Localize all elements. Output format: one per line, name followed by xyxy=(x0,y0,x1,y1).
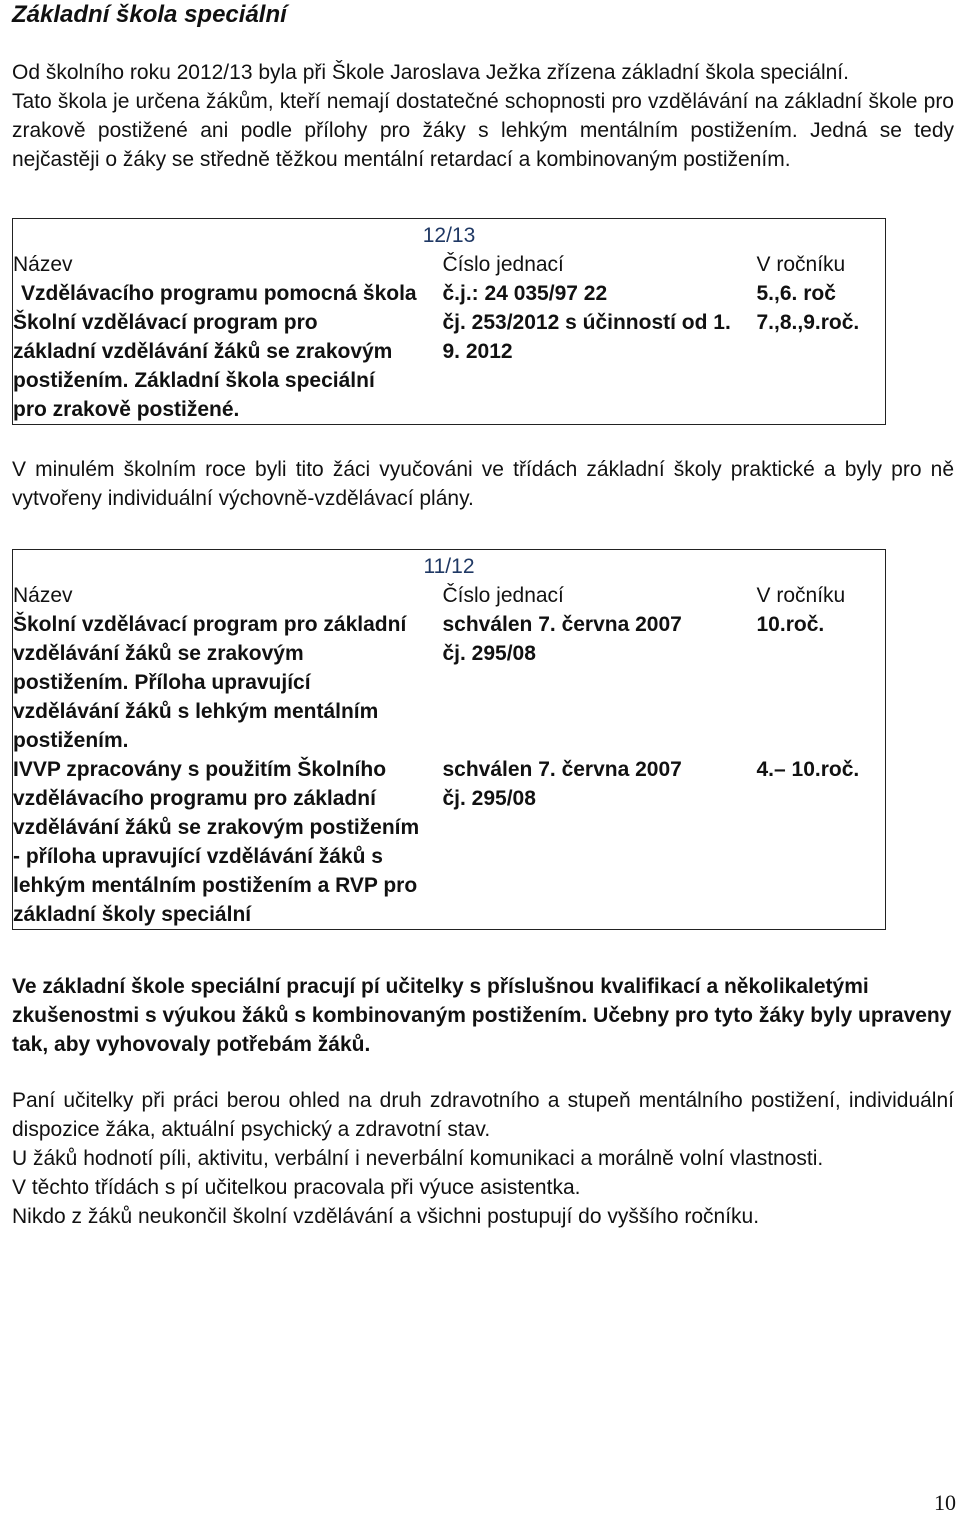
header-ref: Číslo jednací xyxy=(442,253,564,276)
closing-paragraph-2: U žáků hodnotí píli, aktivitu, verbální i neverbální komunikaci a morálně volní vlastnosti. xyxy=(12,1147,824,1170)
header-ref: Číslo jednací xyxy=(442,584,564,607)
closing-block xyxy=(12,1086,954,1231)
row-name: Školní vzdělávací program pro základní vzdělávání žáků se zrakovým postižením. Příloha upravující vzdělávání žáků s lehkým mentálním postižením. xyxy=(13,613,407,752)
curriculum-table-2012 xyxy=(12,218,886,425)
curriculum-table-2011 xyxy=(12,549,886,930)
header-name: Název xyxy=(13,253,73,276)
page-heading: Základní škola speciální xyxy=(12,1,287,28)
row-ref-line-2: čj. 295/08 xyxy=(442,642,536,665)
middle-paragraph: V minulém školním roce byli tito žáci vyučováni ve třídách základní školy praktické a byly pro ně vytvořeny individuální výchovně-vzdělávací plány. xyxy=(12,458,954,510)
row-ref-line-1: schválen 7. června 2007 xyxy=(442,758,682,781)
header-grade: V ročníku xyxy=(756,253,846,276)
row-ref: č.j.: 24 035/97 22 xyxy=(442,282,608,305)
table-year-row xyxy=(13,219,886,251)
closing-paragraph-4: Nikdo z žáků neukončil školní vzdělávání a všichni postupují do vyššího ročníku. xyxy=(12,1205,760,1228)
intro-paragraph-2: Tato škola je určena žákům, kteří nemají dostatečné schopnosti pro vzdělávání na základní škole pro zrakově postižené ani podle přílohy pro žáky s lehkým mentálním postižením. Jedná se tedy nejčastěji o žáky se středně těžkou mentální retardací a kombinovaným postižením. xyxy=(12,90,954,171)
header-grade: V ročníku xyxy=(756,584,846,607)
table-year-row xyxy=(13,550,886,582)
row-ref: čj. 253/2012 s účinností od 1. 9. 2012 xyxy=(442,311,731,363)
row-name: Vzdělávacího programu pomocná škola xyxy=(21,282,417,305)
closing-paragraph-1: Paní učitelky při práci berou ohled na druh zdravotního a stupeň mentálního postižení, individuální dispozice žáka, aktuální psychický a zdravotní stav. xyxy=(12,1089,954,1141)
intro-block xyxy=(12,58,954,174)
row-ref-line-1: schválen 7. června 2007 xyxy=(442,613,682,636)
row-grade: 10.roč. xyxy=(756,613,825,636)
row-grade: 4.– 10.roč. xyxy=(756,758,860,781)
table-row xyxy=(13,610,886,755)
row-grade: 5.,6. roč xyxy=(756,282,836,305)
row-grade: 7.,8.,9.roč. xyxy=(756,311,860,334)
table-row xyxy=(13,755,886,930)
table-row xyxy=(13,279,886,308)
bold-paragraph: Ve základní škole speciální pracují pí učitelky s příslušnou kvalifikací a několikaletými zkušenostmi s výukou žáků s kombinovaným postižením. Učebny pro tyto žáky byly upraveny tak, aby vyhovovaly potřebám žáků. xyxy=(12,975,952,1056)
table-year: 12/13 xyxy=(422,224,476,247)
page-number: 10 xyxy=(934,1490,956,1515)
row-ref-line-2: čj. 295/08 xyxy=(442,787,536,810)
header-name: Název xyxy=(13,584,73,607)
intro-paragraph-1: Od školního roku 2012/13 byla při Škole Jaroslava Ježka zřízena základní škola speciální. xyxy=(12,61,849,84)
row-name: Školní vzdělávací program pro základní vzdělávání žáků se zrakovým postižením. Základní škola speciální pro zrakově postižené. xyxy=(13,311,393,421)
document-page xyxy=(12,0,957,1231)
row-ref xyxy=(443,755,757,930)
closing-paragraph-3: V těchto třídách s pí učitelkou pracovala při výuce asistentka. xyxy=(12,1176,581,1199)
row-ref xyxy=(443,610,757,755)
table-year: 11/12 xyxy=(423,555,475,578)
row-name: IVVP zpracovány s použitím Školního vzdělávacího programu pro základní vzdělávání žáků se zrakovým postižením - příloha upravující vzdělávání žáků s lehkým mentálním postižením a RVP pro základní školy speciální xyxy=(13,758,420,926)
table-header-row xyxy=(13,581,886,610)
table-header-row xyxy=(13,250,886,279)
table-row xyxy=(13,308,886,425)
